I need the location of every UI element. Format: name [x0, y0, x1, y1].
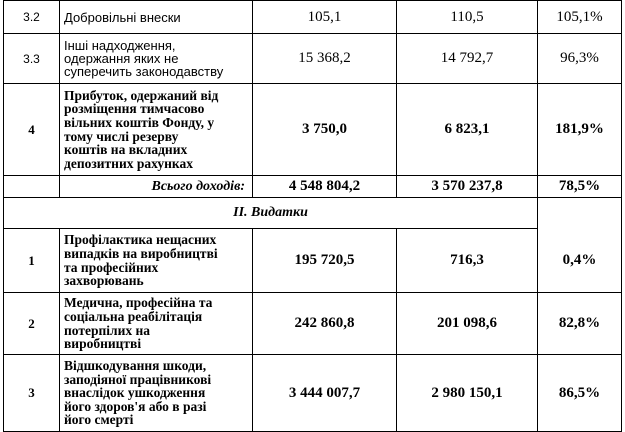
row-number: 3	[28, 385, 35, 400]
total-label: Всього доходів:	[151, 178, 245, 194]
total-percent: 78,5%	[558, 178, 601, 194]
planned-value: 105,1	[307, 8, 342, 25]
actual-value: 201 098,6	[437, 315, 497, 331]
budget-table	[3, 0, 622, 432]
actual-value: 716,3	[450, 252, 484, 268]
planned-value: 242 860,8	[294, 315, 355, 331]
execution-percent: 181,9%	[555, 121, 604, 137]
actual-value: 110,5	[450, 8, 484, 25]
row-number: 1	[28, 252, 35, 268]
actual-value: 2 980 150,1	[431, 384, 503, 401]
row-label: Інші надходження, одержання яких не суперечить законодавству	[64, 38, 224, 79]
planned-value: 15 368,2	[298, 50, 351, 66]
planned-value: 3 444 007,7	[288, 384, 361, 401]
row-number: 3.3	[23, 51, 40, 66]
actual-value: 6 823,1	[444, 121, 490, 137]
execution-percent: 0,4%	[562, 252, 597, 268]
row-number: 3.2	[23, 10, 40, 24]
total-planned-value: 4 548 804,2	[288, 178, 361, 194]
actual-value: 14 792,7	[440, 50, 494, 66]
execution-percent: 96,3%	[560, 50, 599, 66]
planned-value: 195 720,5	[294, 252, 355, 268]
section-title: ІІ. Видатки	[233, 205, 308, 220]
row-label: Прибуток, одержаний від розміщення тимчасово вільних коштів Фонду, у тому числі резерву коштів на вкладних депозитних рахунках	[64, 87, 219, 171]
execution-percent: 82,8%	[558, 315, 601, 331]
row-label: Медична, професійна та соціальна реабілітація потерпілих на виробництві	[64, 295, 213, 352]
row-label: Добровільні внески	[64, 9, 181, 25]
planned-value: 3 750,0	[302, 121, 347, 137]
total-actual-value: 3 570 237,8	[431, 178, 503, 194]
row-number: 2	[28, 315, 35, 331]
execution-percent: 105,1%	[556, 8, 603, 25]
row-label: Профілактика нещасних випадків на виробництві та професійних захворювань	[64, 232, 218, 289]
row-number: 4	[28, 121, 35, 137]
execution-percent: 86,5%	[558, 384, 601, 401]
row-label: Відшкодування шкоди, заподіяної працівникові внаслідок ушкодження його здоров'я або в разі його смерті	[64, 358, 212, 428]
